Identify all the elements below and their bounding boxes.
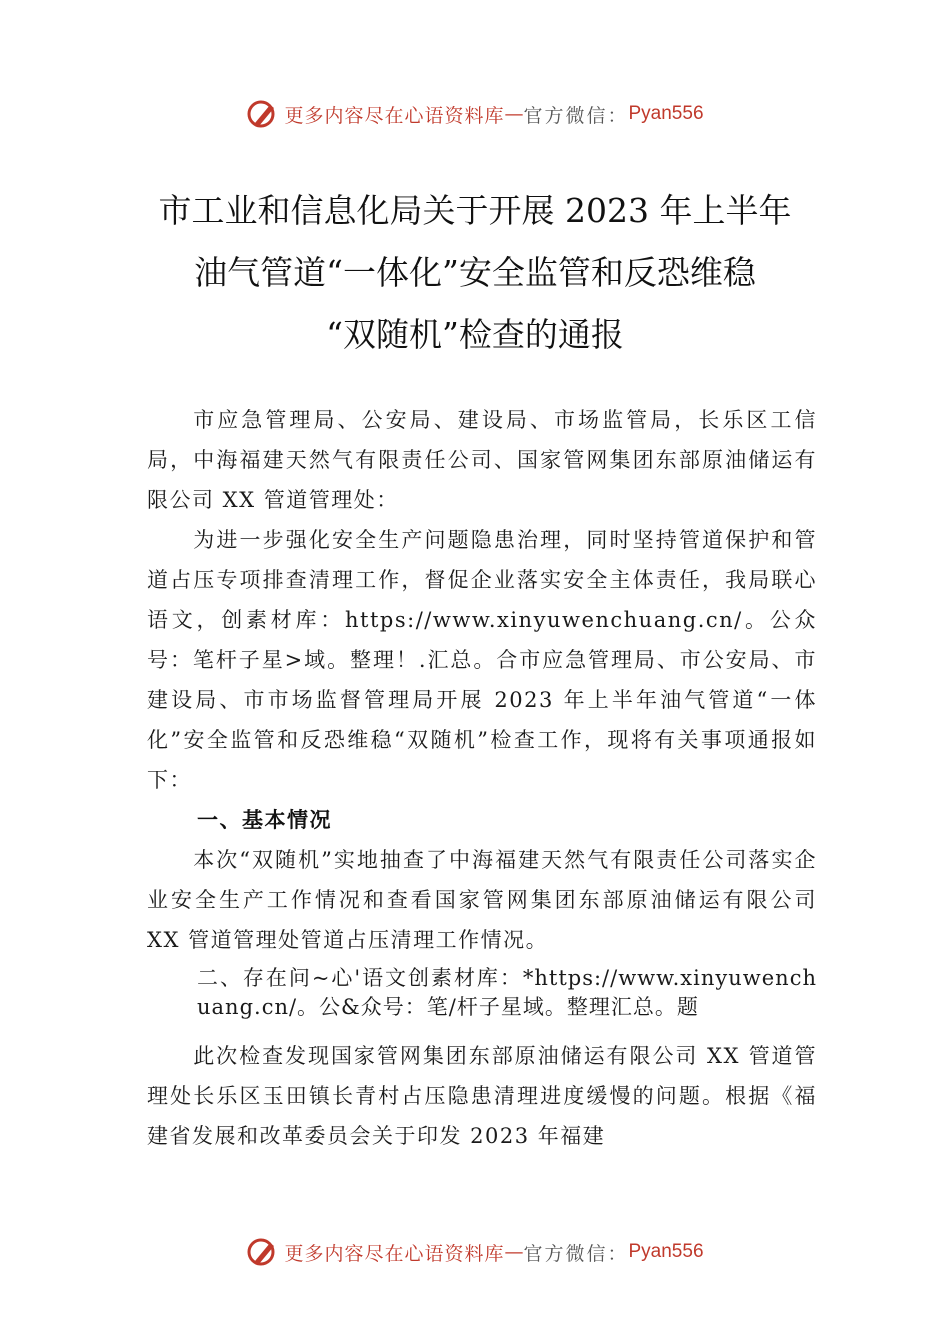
pen-nib-logo-icon bbox=[246, 1235, 280, 1269]
title-line-1: 市工业和信息化局关于开展 2023 年上半年 bbox=[158, 191, 792, 230]
watermark-dash: — bbox=[504, 1241, 524, 1263]
section-2-paragraph: 此次检查发现国家管网集团东部原油储运有限公司 XX 管道管理处长乐区玉田镇长青村占压隐患清理进度缓慢的问题。根据《福建省发展和改革委员会关于印发 2023 年福建 bbox=[147, 1044, 817, 1148]
title-line-3: “双随机”检查的通报 bbox=[326, 315, 624, 354]
watermark-brand: 更多内容尽在心语资料库 bbox=[284, 1242, 505, 1265]
title-line-2: 油气管道“一体化”安全监管和反恐维稳 bbox=[194, 253, 756, 292]
watermark-wechat-label: 官方微信： bbox=[523, 104, 629, 127]
addressee-paragraph: 市应急管理局、公安局、建设局、市场监管局，长乐区工信局，中海福建天然气有限责任公司、国家管网集团东部原油储运有限公司 XX 管道管理处： bbox=[147, 408, 817, 512]
watermark-dash: — bbox=[504, 103, 524, 125]
section-2-noise-paragraph: 二、存在问~心'语文创素材库：*https://www.xinyuwenchuang.cn/。公&众号：笔/杆子星域。整理汇总。题 bbox=[197, 966, 817, 1019]
document-title bbox=[120, 180, 830, 366]
watermark-wechat-label: 官方微信： bbox=[523, 1242, 629, 1265]
watermark-wechat-id: Pyan556 bbox=[628, 1241, 704, 1262]
section-1-heading: 一、基本情况 bbox=[197, 808, 332, 832]
footer-watermark bbox=[0, 1232, 950, 1272]
watermark-wechat-id: Pyan556 bbox=[628, 103, 704, 124]
section-1-paragraph: 本次“双随机”实地抽查了中海福建天然气有限责任公司落实企业安全生产工作情况和查看国家管网集团东部原油储运有限公司 XX 管道管理处管道占压清理工作情况。 bbox=[147, 848, 817, 952]
intro-paragraph: 为进一步强化安全生产问题隐患治理，同时坚持管道保护和管道占压专项排查清理工作，督促企业落实安全主体责任，我局联心语文，创素材库：https://www.xinyuwenchuang.cn/。公众号：笔杆子星>域。整理！.汇总。合市应急管理局、市公安局、市建设局、市市场监督管理局开展 2023 年上半年油气管道“一体化”安全监管和反恐维稳“双随机”检查工作，现将有关事项通报如下： bbox=[147, 528, 817, 792]
header-watermark bbox=[0, 94, 950, 134]
pen-nib-logo-icon bbox=[246, 97, 280, 131]
watermark-brand: 更多内容尽在心语资料库 bbox=[284, 104, 505, 127]
document-body bbox=[147, 400, 817, 1156]
